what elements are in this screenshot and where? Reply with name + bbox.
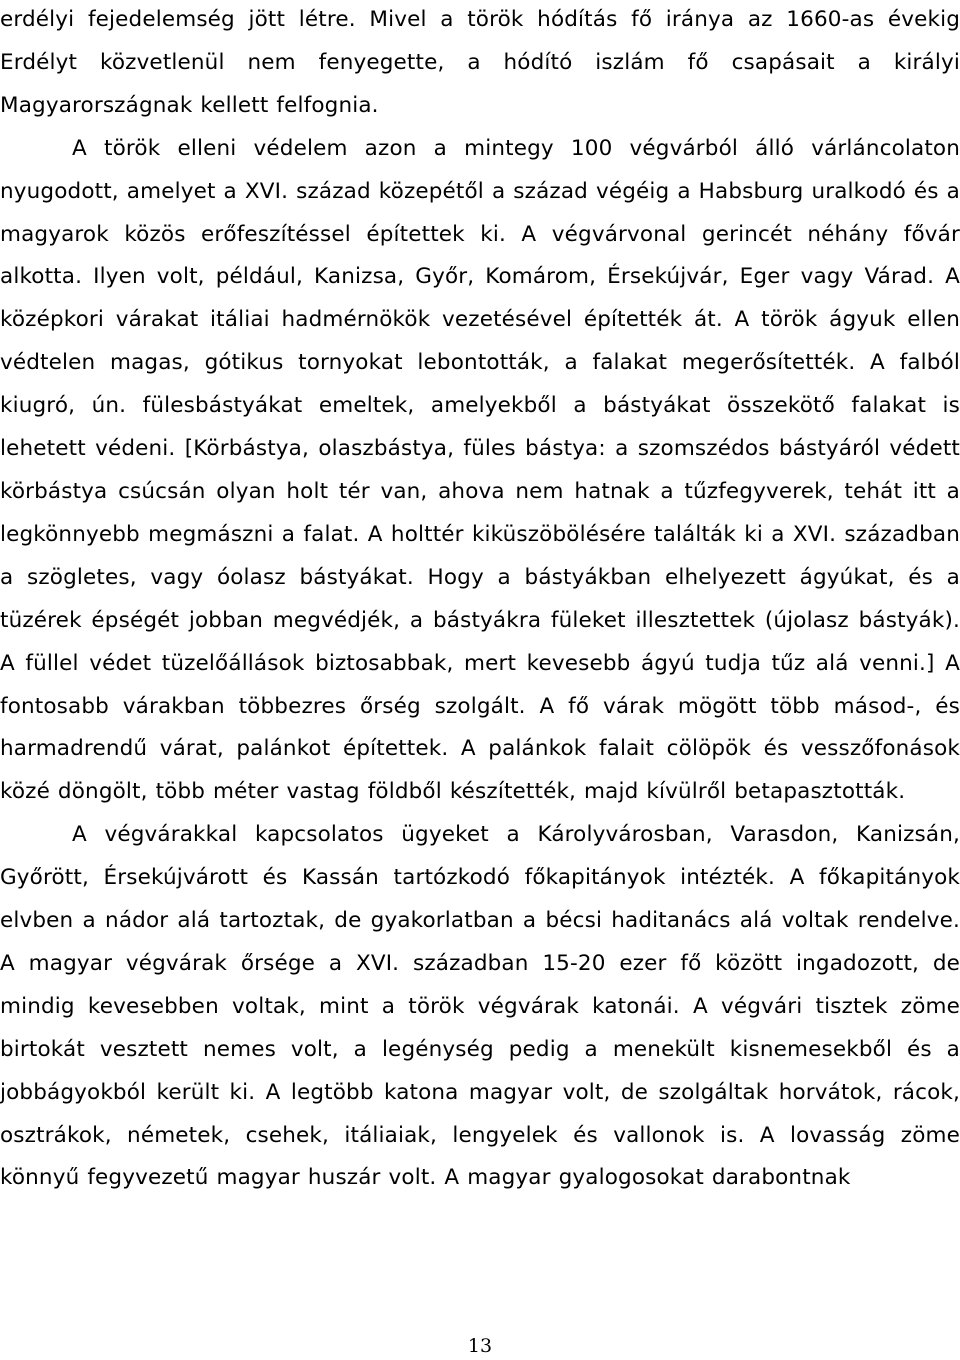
paragraph-captains: A végvárakkal kapcsolatos ügyeket a Károlyvárosban, Varasdon, Kanizsán, Győrött, Érsekújvárott és Kassán tartózkodó főkapitányok intézték. A főkapitányok elvben a nádor alá tartoztak, de gyakorlatban a bécsi haditanács alá voltak rendelve. A magyar végvárak őrsége a XVI. században 15-20 ezer fő között ingadozott, de mindig kevesebben voltak, mint a török végvárak katonái. A végvári tisztek zöme birtokát vesztett nemes volt, a legénység pedig a menekült kisnemesekből és a jobbágyokból került ki. A legtöbb katona magyar volt, de szolgáltak horvátok, rácok, osztrákok, németek, csehek, itáliaiak, lengyelek és vallonok is. A lovasság zöme könnyű fegyvezetű magyar huszár volt. A magyar gyalogosokat darabontnak: [0, 822, 960, 1191]
page-number: 13: [467, 1335, 493, 1357]
paragraph-fortifications: A török elleni védelem azon a mintegy 100 végvárból álló várláncolaton nyugodott, amelyet a XVI. század közepétől a század végéig a Habsburg uralkodó és a magyarok közös erőfeszítéssel építettek ki. A végvárvonal gerincét néhány fővár alkotta. Ilyen volt, például, Kanizsa, Győr, Komárom, Érsekújvár, Eger vagy Várad. A középkori várakat itáliai hadmérnökök vezetésével építették át. A török ágyuk ellen védtelen magas, gótikus tornyokat lebontották, a falakat megerősítették. A falból kiugró, ún. fülesbástyákat emeltek, amelyekből a bástyákat összekötő falakat is lehetett védeni. [Körbástya, olaszbástya, füles bástya: a szomszédos bástyáról védett körbástya csúcsán olyan holt tér van, ahova nem hatnak a tűzfegyverek, tehát itt a legkönnyebb megmászni a falat. A holttér kiküszöbölésére találták ki a XVI. században a szögletes, vagy óolasz bástyákat. Hogy a bástyákban elhelyezett ágyúkat, és a tüzérek épségét jobban megvédjék, a bástyákra füleket illesztettek (újolasz bástyák). A füllel védet tüzelőállások biztosabbak, mert kevesebb ágyú tudja tűz alá venni.] A fontosabb várakban többezres őrség szolgált. A fő várak mögött több másod-, és harmadrendű várat, palánkot építettek. A palánkok falait cölöpök és vesszőfonások közé döngölt, több méter vastag földből készítették, majd kívülről betapasztották.: [0, 135, 960, 805]
paragraph-continuation: erdélyi fejedelemség jött létre. Mivel a török hódítás fő iránya az 1660-as évekig Erdélyt közvetlenül nem fenyegette, a hódító iszlám fő csapásait a királyi Magyarországnak kellett felfognia.: [0, 7, 960, 118]
